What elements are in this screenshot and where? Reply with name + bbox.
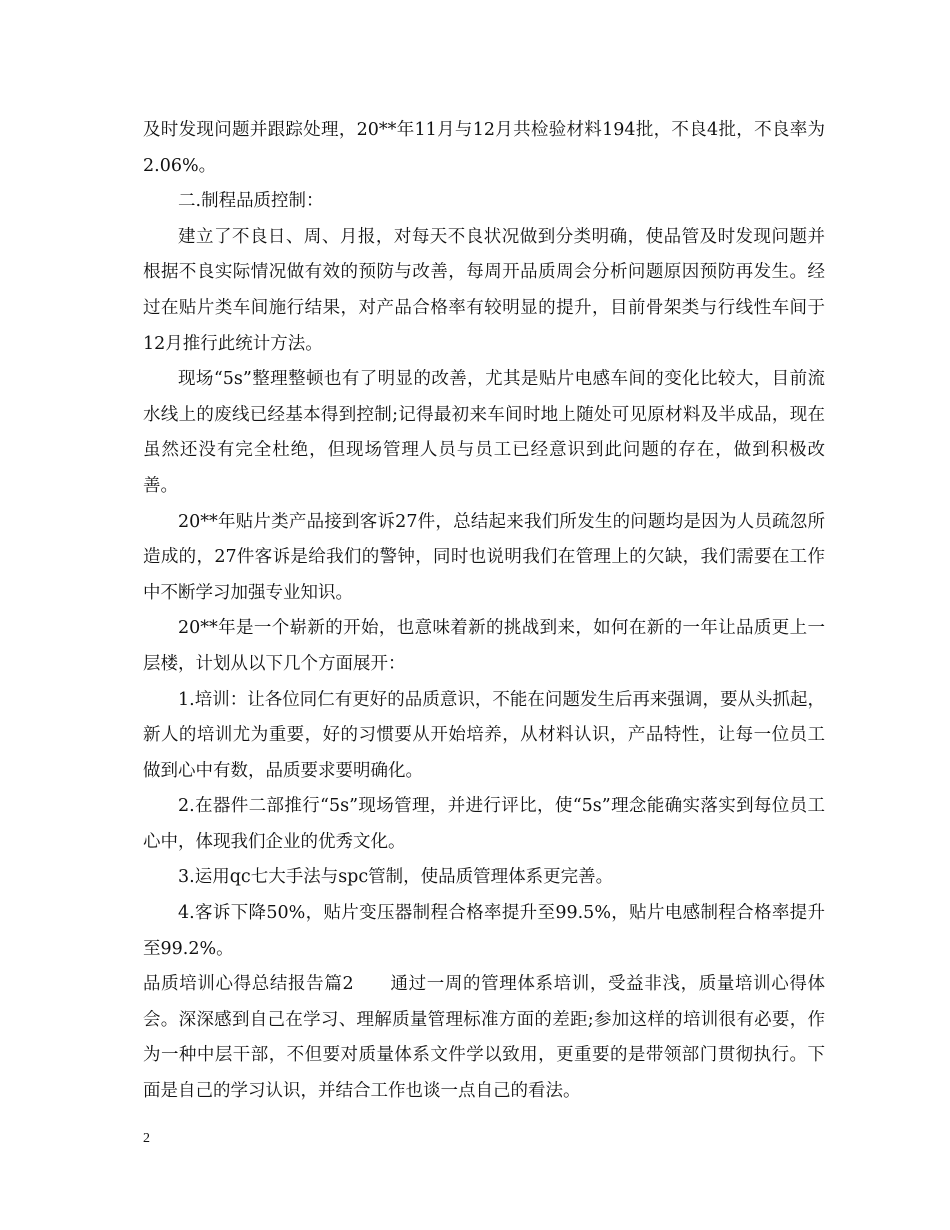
paragraph-6: 20**年是一个崭新的开始，也意味着新的挑战到来，如何在新的一年让品质更上一层楼，计划从以下几个方面展开： [143, 618, 825, 674]
page-number: 2 [143, 1131, 150, 1146]
paragraph-3: 建立了不良日、周、月报，对每天不良状况做到分类明确，使品管及时发现问题并根据不良实际情况做有效的预防与改善，每周开品质周会分析问题原因预防再发生。经过在贴片类车间施行结果，对产品合格率有较明显的提升，目前骨架类与行线性车间于12月推行此统计方法。 [143, 226, 825, 354]
paragraph-2: 二.制程品质控制： [178, 191, 324, 212]
document-body [143, 113, 825, 1110]
paragraph-7: 1.培训：让各位同仁有更好的品质意识，不能在问题发生后再来强调，要从头抓起，新人的培训尤为重要，好的习惯要从开始培养，从材料认识，产品特性，让每一位员工做到心中有数，品质要求要明确化。 [143, 689, 825, 781]
paragraph-4: 现场“5s”整理整顿也有了明显的改善，尤其是贴片电感车间的变化比较大，目前流水线上的废线已经基本得到控制;记得最初来车间时地上随处可见原材料及半成品，现在虽然还没有完全杜绝，但现场管理人员与员工已经意识到此问题的存在，做到积极改善。 [143, 369, 825, 496]
paragraph-9: 3.运用qc七大手法与spc管制，使品质管理体系更完善。 [178, 867, 614, 888]
paragraph-8: 2.在器件二部推行“5s”现场管理，并进行评比，使“5s”理念能确实落实到每位员工心中，体现我们企业的优秀文化。 [143, 796, 825, 852]
paragraph-1: 及时发现问题并跟踪处理，20**年11月与12月共检验材料194批，不良4批，不良率为2.06%。 [143, 120, 825, 176]
paragraph-10: 4.客诉下降50%，贴片变压器制程合格率提升至99.5%，贴片电感制程合格率提升至99.2%。 [143, 903, 825, 959]
paragraph-11: 品质培训心得总结报告篇2 通过一周的管理体系培训，受益非浅，质量培训心得体会。深深感到自己在学习、理解质量管理标准方面的差距;参加这样的培训很有必要，作为一种中层干部，不但要对质量体系文件学以致用，更重要的是带领部门贯彻执行。下面是自己的学习认识，并结合工作也谈一点自己的看法。 [143, 974, 825, 1102]
paragraph-5: 20**年贴片类产品接到客诉27件，总结起来我们所发生的问题均是因为人员疏忽所造成的，27件客诉是给我们的警钟，同时也说明我们在管理上的欠缺，我们需要在工作中不断学习加强专业知识。 [143, 511, 825, 603]
